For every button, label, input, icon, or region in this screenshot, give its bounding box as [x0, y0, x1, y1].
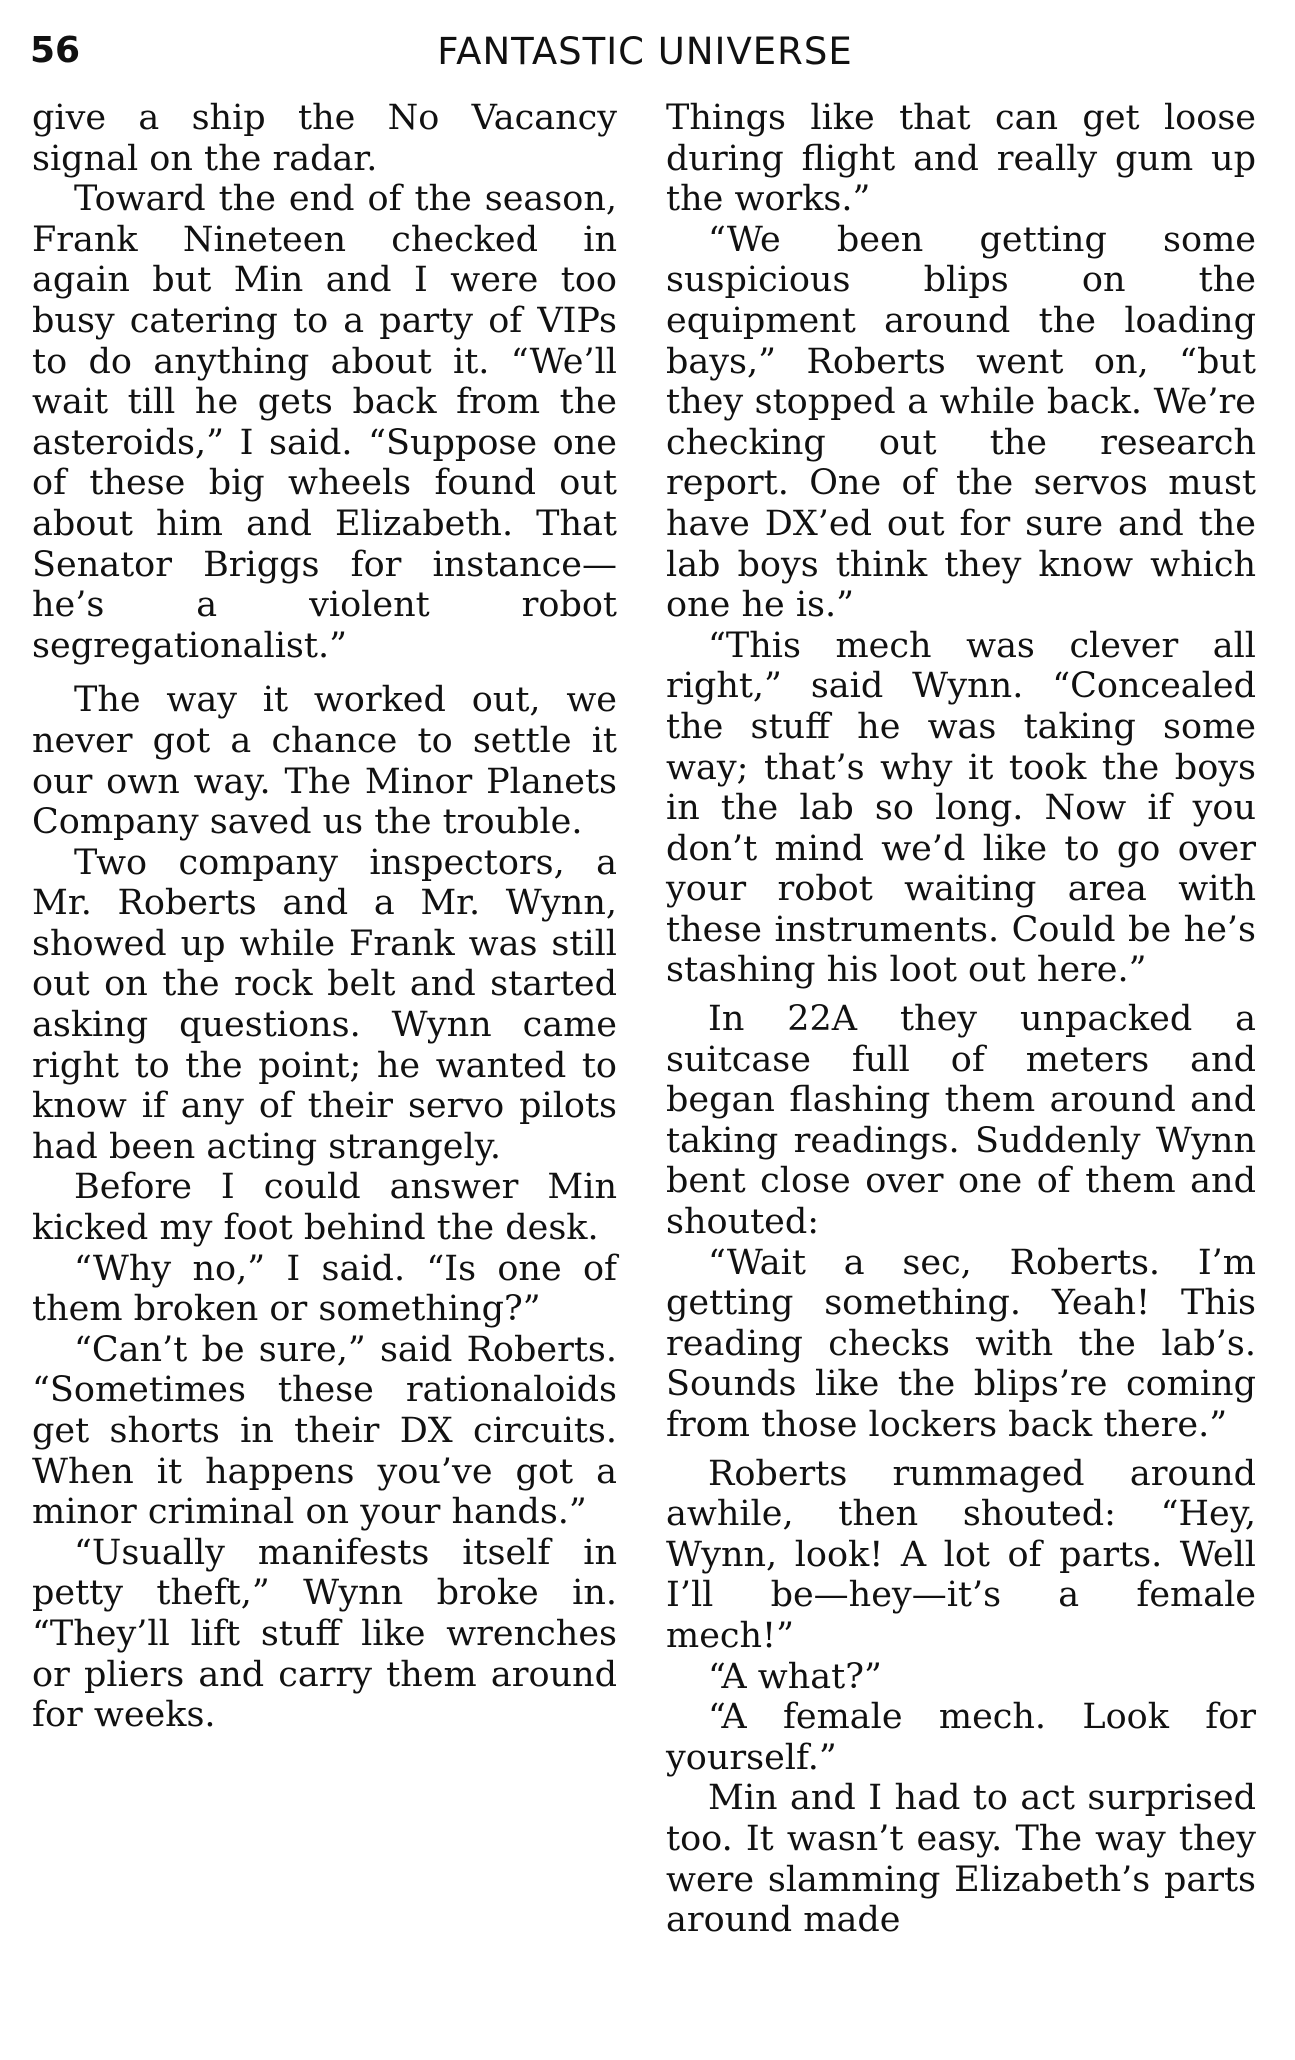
paragraph: Before I could answer Min kicked my foot behind the desk.: [32, 1167, 617, 1249]
paragraph: Roberts rummaged around awhile, then shouted: “Hey, Wynn, look! A lot of parts. Well I’ll be—hey—it’s a female mech!”: [666, 1453, 1256, 1656]
paragraph: “Why no,” I said. “Is one of them broken or something?”: [32, 1248, 617, 1330]
paragraph: “Wait a sec, Roberts. I’m getting something. Yeah! This reading checks with the lab’s. Sounds like the blips’re coming from those lockers back there.”: [666, 1242, 1256, 1445]
paragraph: Min and I had to act surprised too. It wasn’t easy. The way they were slamming Elizabeth’s parts around made: [666, 1778, 1256, 1941]
paragraph: give a ship the No Vacancy signal on the radar.: [32, 98, 617, 179]
paragraph: “We been getting some suspicious blips on the equipment around the loading bays,” Roberts went on, “but they stopped a while back. We’re checking out the research report. One of the servos must have DX’ed out for sure and the lab boys think they know which one he is.”: [666, 219, 1256, 626]
paragraph: “A female mech. Look for yourself.”: [666, 1697, 1256, 1778]
paragraph: “This mech was clever all right,” said Wynn. “Concealed the stuff he was taking some way; that’s why it took the boys in the lab so long. Now if you don’t mind we’d like to go over your robot waiting area with these instruments. Could be he’s stashing his loot out here.”: [666, 625, 1256, 991]
paragraph: Toward the end of the season, Frank Nineteen checked in again but Min and I were too busy catering to a party of VIPs to do anything about it. “We’ll wait till he gets back from the asteroids,” I said. “Suppose one of these big wheels found out about him and Elizabeth. That Senator Briggs for instance—he’s a violent robot segregationalist.”: [32, 179, 617, 666]
paragraph: “Can’t be sure,” said Roberts. “Sometimes these rationaloids get shorts in their DX circuits. When it happens you’ve got a minor criminal on your hands.”: [32, 1329, 617, 1533]
paragraph: In 22A they unpacked a suitcase full of meters and began flashing them around and taking readings. Suddenly Wynn bent close over one of them and shouted:: [666, 999, 1256, 1243]
paragraph: The way it worked out, we never got a chance to settle it our own way. The Minor Planets Company saved us the trouble.: [32, 680, 617, 843]
paragraph: Two company inspectors, a Mr. Roberts and a Mr. Wynn, showed up while Frank was still out on the rock belt and started asking questions. Wynn came right to the point; he wanted to know if any of their servo pilots had been acting strangely.: [32, 842, 617, 1167]
paragraph: Things like that can get loose during flight and really gum up the works.”: [666, 98, 1256, 220]
page-header: [30, 30, 1260, 80]
paragraph: “Usually manifests itself in petty theft,” Wynn broke in. “They’ll lift stuff like wrenches or pliers and carry them around for weeks.: [32, 1532, 617, 1736]
running-head: FANTASTIC UNIVERSE: [437, 30, 853, 73]
page-number: 56: [30, 30, 81, 71]
paragraph: “A what?”: [708, 1656, 882, 1697]
right-column: [666, 98, 1256, 1941]
left-column: [32, 98, 617, 1736]
